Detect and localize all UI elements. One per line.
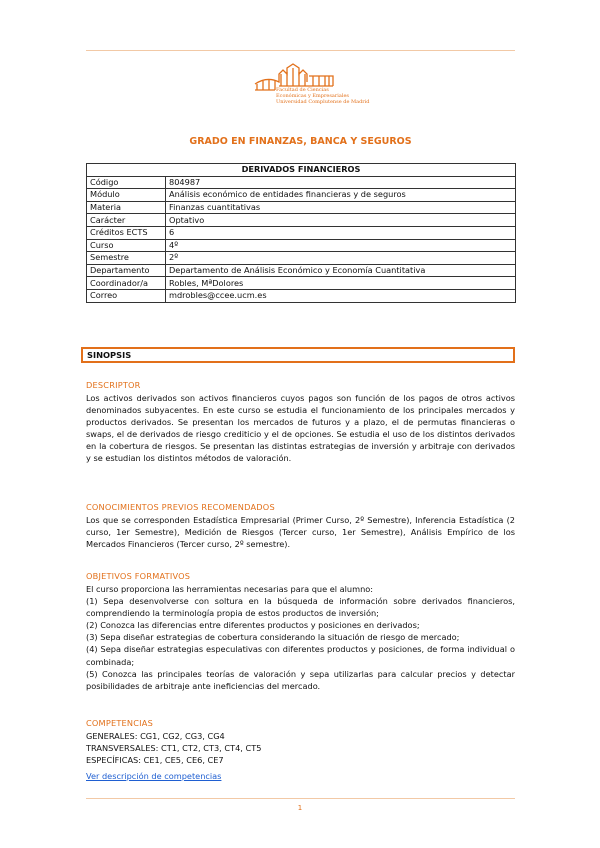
header-rule [86, 50, 515, 51]
sinopsis-header: SINOPSIS [81, 347, 515, 363]
row-label: Créditos ECTS [87, 226, 166, 239]
row-label: Módulo [87, 189, 166, 202]
row-label: Carácter [87, 214, 166, 227]
table-row [87, 239, 516, 252]
logo-caption [276, 87, 370, 105]
table-row [87, 277, 516, 290]
descriptor-text: Los activos derivados son activos financieros cuyos pagos son función de los pagos de otros activos denominados subyacentes. En este curso se estudia el funcionamiento de los principales mercados y productos derivados. Se presentan los mercados de futuros y a plazo, el de permutas financieras o swaps, el de derivados de riesgo crediticio y el de opciones. Se estudia el uso de los distintos derivados en la cobertura de riesgos. Se presentan las distintas estrategias de inversión y arbitraje con derivados y se estudian los distintos métodos de valoración. [86, 393, 515, 464]
logo-line: Universidad Complutense de Madrid [276, 99, 370, 105]
row-value: Departamento de Análisis Económico y Economía Cuantitativa [166, 264, 516, 277]
objetivos-title: OBJETIVOS FORMATIVOS [86, 571, 191, 581]
competencias-especificas: ESPECÍFICAS: CE1, CE5, CE6, CE7 [86, 755, 224, 766]
competencias-generales: GENERALES: CG1, CG2, CG3, CG4 [86, 731, 225, 741]
row-value: Finanzas cuantitativas [166, 201, 516, 214]
competencias-link[interactable]: Ver descripción de competencias [86, 771, 222, 781]
table-row [87, 201, 516, 214]
row-label: Semestre [87, 252, 166, 265]
row-value: 2º [166, 252, 516, 265]
list-item: (5) Conozca las principales teorías de valoración y sepa utilizarlas para calcular precios y detectar posibilidades de arbitraje ante ineficiencias del mercado. [86, 668, 515, 691]
descriptor-title: DESCRIPTOR [86, 380, 141, 390]
table-row [87, 189, 516, 202]
logo-line: Facultad de Ciencias [276, 87, 329, 93]
competencias-list [86, 730, 515, 766]
objetivos-intro: El curso proporciona las herramientas necesarias para que el alumno: [86, 584, 374, 594]
table-row [87, 252, 516, 265]
course-title: DERIVADOS FINANCIEROS [87, 164, 516, 177]
row-value: 804987 [166, 176, 516, 189]
list-item: (2) Conozca las diferencias entre diferentes productos y posiciones en derivados; [86, 620, 420, 631]
list-item: (1) Sepa desenvolverse con soltura en la búsqueda de información sobre derivados financieros, comprendiendo la terminología propia de estos productos de inversión; [86, 596, 515, 619]
degree-title: GRADO EN FINANZAS, BANCA Y SEGUROS [189, 136, 412, 147]
row-label: Curso [87, 239, 166, 252]
footer-rule [86, 798, 515, 799]
row-value: Robles, MªDolores [166, 277, 516, 290]
competencias-title: COMPETENCIAS [86, 718, 153, 728]
course-info-table [86, 163, 516, 303]
table-row [87, 289, 516, 302]
objetivos-list [86, 583, 515, 692]
row-value: Optativo [166, 214, 516, 227]
competencias-transversales: TRANSVERSALES: CT1, CT2, CT3, CT4, CT5 [86, 743, 262, 754]
row-label: Materia [87, 201, 166, 214]
list-item: (3) Sepa diseñar estrategias de cobertura considerando la situación de riesgo de mercado; [86, 632, 460, 643]
row-label: Departamento [87, 264, 166, 277]
conocimientos-title: CONOCIMIENTOS PREVIOS RECOMENDADOS [86, 502, 275, 512]
row-value: 6 [166, 226, 516, 239]
row-label: Correo [87, 289, 166, 302]
list-item: (4) Sepa diseñar estrategias especulativas con diferentes productos y posiciones, de forma individual o combinada; [86, 644, 515, 667]
page-number: 1 [297, 804, 303, 812]
table-row [87, 226, 516, 239]
row-value: mdrobles@ccee.ucm.es [166, 289, 516, 302]
table-row [87, 214, 516, 227]
row-label: Coordinador/a [87, 277, 166, 290]
row-value: Análisis económico de entidades financieras y de seguros [166, 189, 516, 202]
row-value: 4º [166, 239, 516, 252]
logo-line: Económicas y Empresariales [276, 93, 349, 99]
conocimientos-text: Los que se corresponden Estadística Empresarial (Primer Curso, 2º Semestre), Inferencia Estadística (2 curso, 1er Semestre), Medición de Riesgos (Tercer curso, 1er Semestre), Análisis Empírico de los Mercados Financieros (Tercer curso, 2º semestre). [86, 515, 515, 550]
table-row [87, 176, 516, 189]
table-row [87, 264, 516, 277]
row-label: Código [87, 176, 166, 189]
